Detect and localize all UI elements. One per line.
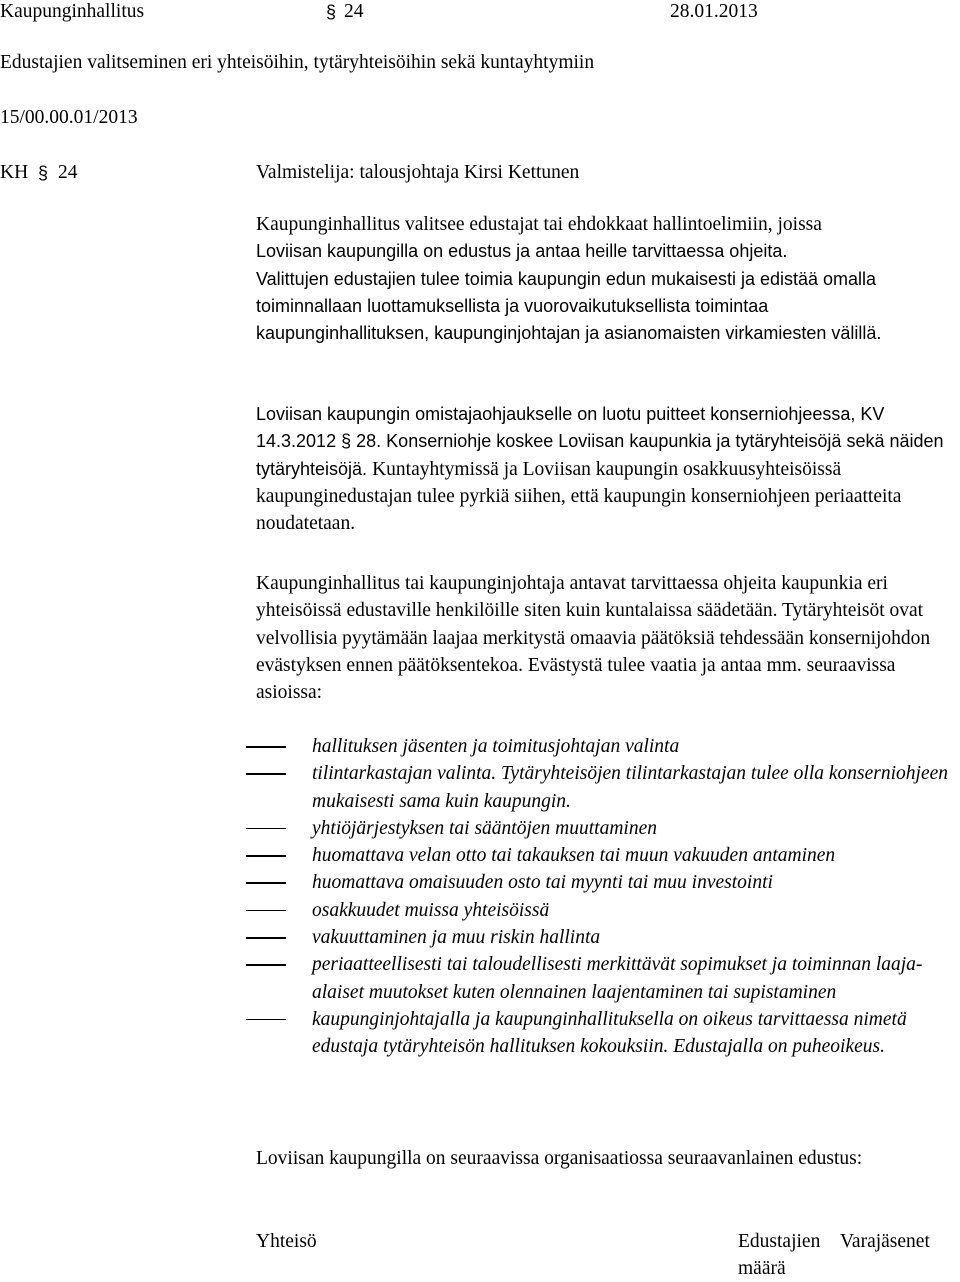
- dash-marker: [246, 964, 286, 966]
- section-mark: §: [326, 2, 337, 22]
- paragraph-3: Kaupunginhallitus tai kaupunginjohtaja antavat tarvittaessa ohjeita kaupunkia eri yhteisöissä edustaville henkilöille siten kuin kuntalaissa säädetään. Tytäryhteisöt ovat velvollisia pyytämään laajaa merkitystä omaavia päätöksiä tehdessään konsernijohdon evästyksen ennen päätöksentekoa. Evästystä tulee vaatia ja antaa mm. seuraavissa asioissa:: [256, 573, 931, 704]
- paragraph-2-d: Kuntayhtymissä ja Loviisan kaupungin osakkuusyhteisöissä kaupunginedustajan tulee pyrkiä siihen, että kaupungin konserniohjeen periaatteita noudatetaan.: [256, 458, 902, 535]
- item-number: 24: [58, 162, 78, 183]
- dash-marker: [246, 855, 286, 857]
- dash-marker: [246, 937, 286, 939]
- paragraph-1: [256, 211, 956, 347]
- dash-marker: [246, 828, 286, 830]
- table-header-representative-count: Edustajien määrä: [738, 1231, 821, 1279]
- paragraph-1-line-2: Loviisan kaupungilla on edustus ja antaa heille tarvittaessa ohjeita.: [256, 241, 788, 262]
- document-title: Edustajien valitseminen eri yhteisöihin, tytäryhteisöihin sekä kuntayhtymiin: [0, 52, 595, 73]
- dash-marker: [246, 773, 286, 775]
- list-item: huomattava omaisuuden osto tai myynti tai muu investointi: [256, 869, 956, 896]
- dash-marker: [246, 746, 286, 748]
- table-header-deputies: Varajäsenet: [840, 1231, 930, 1252]
- list-item: tilintarkastajan valinta. Tytäryhteisöjen tilintarkastajan tulee olla konserniohjeen mukaisesti sama kuin kaupungin.: [256, 760, 956, 815]
- dash-marker: [246, 1019, 286, 1021]
- header-date: 28.01.2013: [670, 1, 758, 22]
- paragraph-2-a: Loviisan kaupungin omistajaohjaukselle on luotu puitteet konserniohjeessa, KV 14.3.2012: [256, 404, 885, 452]
- paragraph-4: Loviisan kaupungilla on seuraavissa organisaatiossa seuraavanlainen edustus:: [256, 1148, 863, 1169]
- paragraph-2: [256, 401, 956, 537]
- item-code: KH: [0, 162, 29, 183]
- header-org: Kaupunginhallitus: [0, 1, 145, 22]
- header-section-number: 24: [344, 1, 364, 22]
- item-section-mark: §: [38, 163, 49, 183]
- paragraph-1-line-1: Kaupunginhallitus valitsee edustajat tai ehdokkaat hallintoelimiin, joissa: [256, 214, 822, 235]
- list-item: osakkuudet muissa yhteisöissä: [256, 897, 956, 924]
- list-item: vakuuttaminen ja muu riskin hallinta: [256, 924, 956, 951]
- preparer-line: Valmistelija: talousjohtaja Kirsi Kettunen: [256, 162, 580, 183]
- paragraph-2-b: 28.: [356, 431, 382, 452]
- paragraph-1-rest: Valittujen edustajien tulee toimia kaupungin edun mukaisesti ja edistää omalla toiminnallaan luottamuksellista ja vuorovaikutuksellista toimintaa kaupunginhallituksen, kaupunginjohtajan ja asianomaisten virkamiesten välillä.: [256, 268, 882, 344]
- dash-marker: [246, 882, 286, 884]
- reference-number: 15/00.00.01/2013: [0, 107, 138, 128]
- dash-marker: [246, 910, 286, 912]
- bullet-list: [256, 733, 956, 1061]
- table-header-organisation: Yhteisö: [256, 1231, 317, 1252]
- list-item: huomattava velan otto tai takauksen tai muun vakuuden antaminen: [256, 842, 956, 869]
- list-item: periaatteellisesti tai taloudellisesti merkittävät sopimukset ja toiminnan laaja-alaiset muutokset kuten olennainen laajentaminen tai supistaminen: [256, 951, 956, 1006]
- list-item: yhtiöjärjestyksen tai sääntöjen muuttaminen: [256, 815, 956, 842]
- list-item: hallituksen jäsenten ja toimitusjohtajan valinta: [256, 733, 956, 760]
- list-item: kaupunginjohtajalla ja kaupunginhallituksella on oikeus tarvittaessa nimetä edustaja tytäryhteisön hallituksen kokouksiin. Edustajalla on puheoikeus.: [256, 1006, 956, 1061]
- paragraph-2-c: Konserniohje koskee Loviisan kaupunkia ja tytäryhteisöjä sekä näiden tytäryhteisöjä.: [256, 431, 944, 479]
- paragraph-2-section-mark: §: [341, 431, 352, 452]
